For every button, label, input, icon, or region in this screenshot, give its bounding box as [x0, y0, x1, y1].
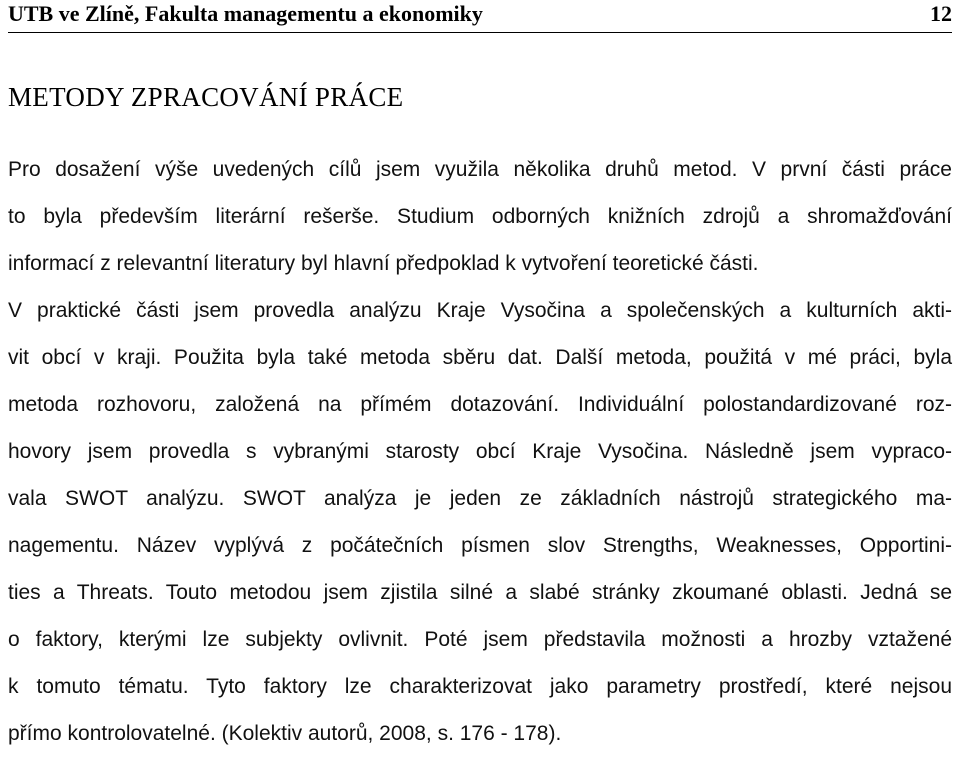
- paragraph-line: metoda rozhovoru, založená na přímém dotazování. Individuální polostandardizované roz-: [8, 393, 952, 416]
- paragraph-line: ties a Threats. Touto metodou jsem zjistila silné a slabé stránky zkoumané oblasti. Jedná se: [8, 581, 952, 604]
- paragraph-line: nagementu. Název vyplývá z počátečních písmen slov Strengths, Weaknesses, Opportini-: [8, 534, 952, 557]
- header-title: UTB ve Zlíně, Fakulta managementu a ekonomiky: [8, 1, 483, 26]
- paragraph-line: informací z relevantní literatury byl hlavní předpoklad k vytvoření teoretické části.: [8, 252, 759, 275]
- paragraph-line: to byla především literární rešerše. Studium odborných knižních zdrojů a shromažďování: [8, 205, 952, 228]
- paragraph-line: přímo kontrolovatelné. (Kolektiv autorů, 2008, s. 176 - 178).: [8, 722, 562, 745]
- paragraph-line: k tomuto tématu. Tyto faktory lze charakterizovat jako parametry prostředí, které nejsou: [8, 675, 952, 698]
- paragraph-line: vit obcí v kraji. Použita byla také metoda sběru dat. Další metoda, použitá v mé práci, byla: [8, 346, 952, 369]
- section-heading: METODY ZPRACOVÁNÍ PRÁCE: [8, 82, 404, 112]
- header-divider: [8, 32, 952, 33]
- paragraph-1: [8, 146, 952, 287]
- page-number: 12: [930, 1, 952, 26]
- paragraph-line: hovory jsem provedla s vybranými starosty obcí Kraje Vysočina. Následně jsem vypraco-: [8, 440, 952, 463]
- paragraph-line: o faktory, kterými lze subjekty ovlivnit. Poté jsem představila možnosti a hrozby vztažené: [8, 628, 952, 651]
- paragraph-line: vala SWOT analýzu. SWOT analýza je jeden ze základních nástrojů strategického ma-: [8, 487, 952, 510]
- paragraph-line: Pro dosažení výše uvedených cílů jsem využila několika druhů metod. V první části práce: [8, 158, 952, 181]
- page-header: [8, 0, 952, 30]
- paragraph-line: V praktické části jsem provedla analýzu Kraje Vysočina a společenských a kulturních akti-: [8, 299, 952, 322]
- paragraph-2: [8, 287, 952, 757]
